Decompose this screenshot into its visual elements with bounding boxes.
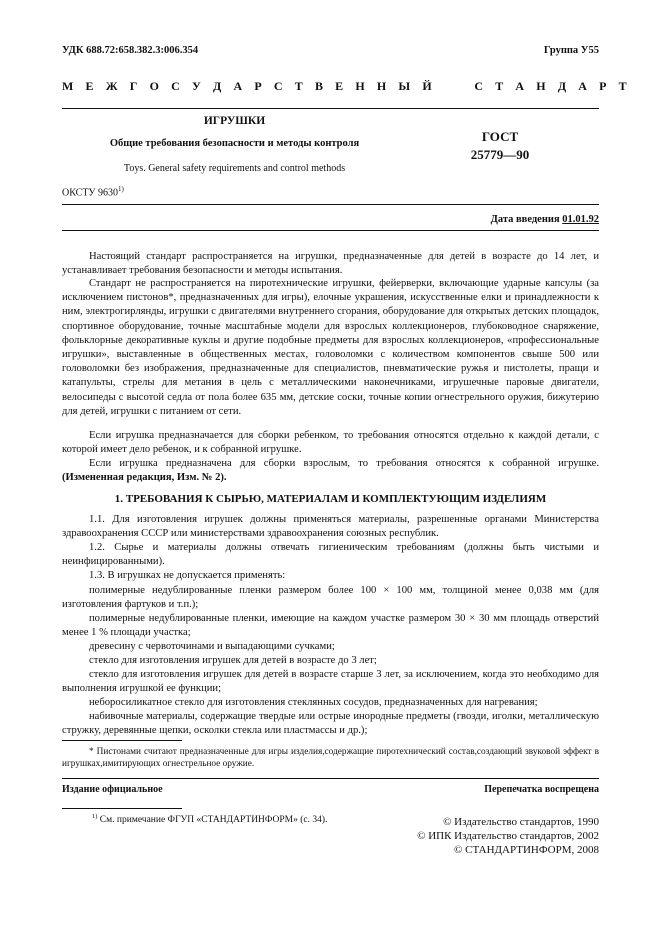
document-title: ИГРУШКИ — [203, 115, 266, 127]
reprint-prohibited: Перепечатка воспрещена — [484, 784, 599, 795]
interstate-standard-banner: М Е Ж Г О С У Д А Р С Т В Е Н Н Ы Й С Т А Н Д А Р Т — [62, 79, 632, 93]
intro-paragraph-adult-assembly — [62, 457, 599, 485]
header-rule — [62, 108, 599, 109]
introduction-date-value: 01.01.92 — [562, 214, 599, 225]
note-rule — [62, 808, 182, 809]
copyright-line: © ИПК Издательство стандартов, 2002 — [417, 830, 599, 842]
clause-1-3-item: стекло для изготовления игрушек для детей в возрасте до 3 лет; — [89, 655, 377, 666]
footer-rule — [62, 778, 599, 779]
clause-1-2: 1.2. Сырье и материалы должны отвечать гигиеническим требованиям (должны быть чистыми и неинфицированными). — [62, 542, 599, 568]
clause-1-3-item: полимерные недублированные пленки, имеющие на каждом участке размером 30 × 30 мм площадь отверстий менее 1 % площади участка; — [62, 613, 599, 639]
amendment-note: (Измененная редакция, Изм. № 2). — [62, 472, 227, 484]
section-1-heading: 1. ТРЕБОВАНИЯ К СЫРЬЮ, МАТЕРИАЛАМ И КОМПЛЕКТУЮЩИМ ИЗДЕЛИЯМ — [114, 493, 547, 505]
clause-1-3-item: набивочные материалы, содержащие твердые или острые инородные предметы (гвозди, иголки, металлическую стружку, деревянные щепки, осколки стекла или пластмассы и др.); — [62, 711, 599, 737]
udk-code: УДК 688.72:658.382.3:006.354 — [62, 45, 199, 56]
publisher-note-text: См. примечание ФГУП «СТАНДАРТИНФОРМ» (с. 34). — [99, 815, 328, 826]
clause-1-3-item: древесину с червоточинами и выпадающими сучками; — [89, 641, 335, 652]
copyright-line: © Издательство стандартов, 1990 — [443, 816, 599, 828]
adult-assembly-text: Если игрушка предназначена для сборки взрослым, то требования относятся к собранной игрушке. — [89, 458, 599, 469]
document-subtitle: Общие требования безопасности и методы контроля — [109, 138, 360, 149]
english-subtitle: Toys. General safety requirements and control methods — [123, 163, 346, 174]
official-edition: Издание официальное — [62, 784, 163, 795]
copyright-line: © СТАНДАРТИНФОРМ, 2008 — [454, 844, 599, 856]
gost-number: 25779—90 — [470, 147, 530, 162]
footnote-rule — [62, 740, 182, 741]
group-code: Группа У55 — [543, 45, 599, 56]
okstu-value: ОКСТУ 9630 — [62, 187, 119, 199]
clause-1-3-item: полимерные недублированные пленки размером более 100 × 100 мм, толщиной менее 0,038 мм (для изготовления фартуков и т.п.); — [62, 585, 599, 611]
clause-1-3: 1.3. В игрушках не допускается применять: — [89, 570, 286, 581]
clause-1-1: 1.1. Для изготовления игрушек должны применяться материалы, разрешенные органами Министерства здравоохранения СССР или министерствами здравоохранения союзных республик. — [62, 514, 599, 540]
introduction-date — [491, 214, 599, 225]
title-rule — [62, 204, 599, 205]
date-rule — [62, 230, 599, 231]
clause-1-3-item: неборосиликатное стекло для изготовления стеклянных сосудов, предназначенных для нагревания; — [89, 697, 538, 708]
gost-label: ГОСТ — [481, 129, 519, 144]
footnote-caps: * Пистонами считают предназначенные для игры изделия,содержащие пиротехнический состав,создающий звуковой эффект в игрушках,имитирующих огнестрельное оружие. — [62, 747, 599, 769]
publisher-note — [92, 813, 327, 825]
clause-1-3-item: стекло для изготовления игрушек для детей в возрасте старше 3 лет, за исключением, когда это необходимо для выполнения игрушкой ее функции; — [62, 669, 599, 695]
copyright-block — [417, 815, 599, 857]
intro-paragraph-exclusions: Стандарт не распространяется на пиротехнические игрушки, фейерверки, включающие ударные капсулы (за исключением пистонов*, предназначенных для игры), елочные украшения, искусственные елки и принадлежности к ним, электрогирлянды, игрушки с двигателями внутреннего сгорания, оборудование для открытых детских площадок, спортивное оборудование, точные масштабные модели для взрослых коллекционеров, глубоководное снаряжение, фольклорные декоративные куклы и другие подобные предметы для взрослых коллекционеров, «профессиональные игрушки», выставленные в общественных местах, головоломки с количеством компонентов свыше 500 или головоломки без изображения, предназначенные для специалистов, пневматические ружья и пистолеты, пращи и катапульты, стрелы для метания в цель с металлическими наконечниками, игрушечные паровые двигатели, велосипеды с высотой седла от пола более 635 мм, детские соски, точные копии огнестрельного оружия, бижутерию для детей, игрушки с питанием от сети. — [62, 278, 599, 417]
okstu-code — [62, 185, 124, 198]
publisher-note-mark: 1) — [92, 813, 98, 820]
introduction-date-label: Дата введения — [490, 214, 560, 225]
intro-paragraph-scope: Настоящий стандарт распространяется на игрушки, предназначенные для детей в возрасте до 14 лет, и устанавливает требования безопасности и методы испытания. — [62, 251, 599, 277]
intro-paragraph-child-assembly: Если игрушка предназначается для сборки ребенком, то требования относятся отдельно к каждой детали, с которой имеет дело ребенок, и к собранной игрушке. — [62, 430, 599, 456]
okstu-footnote-mark: 1) — [118, 185, 124, 193]
